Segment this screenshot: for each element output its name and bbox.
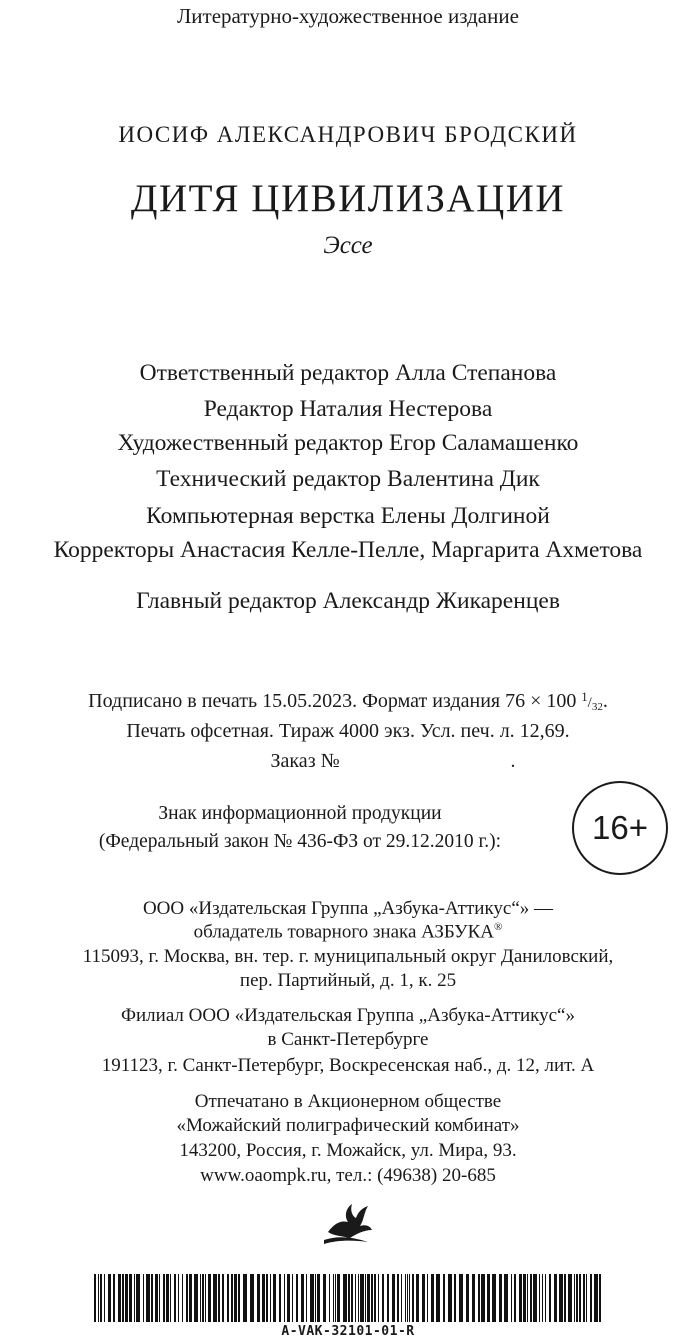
barcode-bar bbox=[189, 1274, 192, 1322]
credit-line: Технический редактор Валентина Дик bbox=[156, 466, 540, 492]
barcode-bar bbox=[333, 1274, 334, 1322]
barcode-bar bbox=[530, 1274, 532, 1322]
barcode-bar bbox=[409, 1274, 410, 1322]
barcode-bar bbox=[478, 1274, 480, 1322]
order-line bbox=[0, 750, 696, 773]
barcode-bar bbox=[472, 1274, 475, 1322]
barcode-bar bbox=[134, 1274, 135, 1322]
barcode-bar bbox=[574, 1274, 575, 1322]
barcode-bar bbox=[166, 1274, 169, 1322]
barcode-bar bbox=[329, 1274, 330, 1322]
barcode-bar bbox=[194, 1274, 198, 1322]
barcode-bar bbox=[315, 1274, 316, 1322]
barcode-bar bbox=[250, 1274, 254, 1322]
barcode-bar bbox=[448, 1274, 452, 1322]
barcode-bar bbox=[401, 1274, 402, 1322]
barcode-bar bbox=[100, 1274, 102, 1322]
printer-address: 143200, Россия, г. Можайск, ул. Мира, 93. bbox=[179, 1140, 517, 1161]
barcode-bar bbox=[238, 1274, 240, 1322]
barcode-bar bbox=[125, 1274, 128, 1322]
barcode-bar bbox=[539, 1274, 540, 1322]
barcode-bar bbox=[279, 1274, 281, 1322]
barcode-bar bbox=[422, 1274, 425, 1322]
barcode-bar bbox=[397, 1274, 399, 1322]
barcode-bar bbox=[499, 1274, 502, 1322]
barcode-bar bbox=[310, 1274, 314, 1322]
barcode-bar bbox=[431, 1274, 434, 1322]
branch-line: в Санкт-Петербурге bbox=[267, 1029, 429, 1050]
publisher-line: ООО «Издательская Группа „Азбука-Аттикус“» — bbox=[142, 898, 554, 919]
barcode-bar bbox=[554, 1274, 557, 1322]
barcode-bar bbox=[586, 1274, 587, 1322]
barcode-bar bbox=[104, 1274, 105, 1322]
barcode-bar bbox=[387, 1274, 389, 1322]
barcode-bar bbox=[234, 1274, 237, 1322]
barcode-bar bbox=[335, 1274, 336, 1322]
credit-line: Редактор Наталия Нестерова bbox=[203, 396, 493, 422]
format-fraction-sep: / bbox=[587, 695, 592, 711]
barcode-bar bbox=[365, 1274, 366, 1322]
barcode-bar bbox=[348, 1274, 350, 1322]
credit-line: Корректоры Анастасия Келле-Пелле, Маргарита Ахметова bbox=[53, 537, 643, 563]
barcode-bar bbox=[143, 1274, 144, 1322]
barcode-bar bbox=[405, 1274, 406, 1322]
barcode-bar bbox=[170, 1274, 171, 1322]
barcode-bar bbox=[273, 1274, 276, 1322]
barcode-bar bbox=[292, 1274, 293, 1322]
format-fraction-num: 1 bbox=[581, 690, 588, 704]
barcode-bar bbox=[583, 1274, 585, 1322]
barcode-bar bbox=[284, 1274, 285, 1322]
credit-line: Главный редактор Александр Жикаренцев bbox=[136, 588, 560, 614]
barcode-bar bbox=[599, 1274, 601, 1322]
barcode-bar bbox=[564, 1274, 566, 1322]
barcode-bar bbox=[159, 1274, 160, 1322]
barcode-bar bbox=[527, 1274, 528, 1322]
barcode-bar bbox=[262, 1274, 265, 1322]
barcode-bar bbox=[549, 1274, 551, 1322]
barcode-bar bbox=[590, 1274, 592, 1322]
credit-line: Художественный редактор Егор Саламашенко bbox=[117, 430, 579, 456]
barcode-bar bbox=[202, 1274, 204, 1322]
barcode-bar bbox=[559, 1274, 563, 1322]
barcode-bar bbox=[231, 1274, 233, 1322]
barcode-bar bbox=[182, 1274, 183, 1322]
barcode-bar bbox=[343, 1274, 347, 1322]
credit-line: Ответственный редактор Алла Степанова bbox=[139, 360, 557, 386]
barcode-bar bbox=[407, 1274, 408, 1322]
book-title: ДИТЯ ЦИВИЛИЗАЦИИ bbox=[130, 177, 566, 220]
barcode-bar bbox=[129, 1274, 132, 1322]
order-end: . bbox=[510, 750, 516, 772]
format-end: . bbox=[602, 690, 608, 712]
barcode-bar bbox=[454, 1274, 456, 1322]
barcode-bar bbox=[392, 1274, 395, 1322]
barcode-bar bbox=[367, 1274, 370, 1322]
barcode-bar bbox=[227, 1274, 229, 1322]
barcode-bar bbox=[427, 1274, 428, 1322]
barcode-bar bbox=[151, 1274, 153, 1322]
barcode-bar bbox=[317, 1274, 320, 1322]
barcode-bar bbox=[163, 1274, 165, 1322]
barcode-bar bbox=[523, 1274, 526, 1322]
barcode-bar bbox=[146, 1274, 150, 1322]
publisher-address: пер. Партийный, д. 1, к. 25 bbox=[239, 970, 457, 991]
barcode-icon bbox=[94, 1274, 602, 1322]
barcode-bar bbox=[545, 1274, 546, 1322]
barcode-bar bbox=[178, 1274, 179, 1322]
barcode-bar bbox=[355, 1274, 356, 1322]
branch-address: 191123, г. Санкт-Петербург, Воскресенская наб., д. 12, лит. А bbox=[101, 1055, 595, 1076]
barcode-bar bbox=[122, 1274, 124, 1322]
publisher-address: 115093, г. Москва, вн. тер. г. муниципальный округ Даниловский, bbox=[82, 946, 614, 967]
barcode-bar bbox=[466, 1274, 469, 1322]
barcode-bar bbox=[222, 1274, 224, 1322]
printing-info: Печать офсетная. Тираж 4000 экз. Усл. печ. л. 12,69. bbox=[126, 720, 570, 742]
barcode-bar bbox=[511, 1274, 512, 1322]
barcode-bar bbox=[174, 1274, 176, 1322]
barcode-bar bbox=[301, 1274, 304, 1322]
barcode-bar bbox=[436, 1274, 440, 1322]
publisher-logo-icon bbox=[322, 1202, 374, 1246]
barcode-bar bbox=[481, 1274, 485, 1322]
age-rating-value: 16+ bbox=[592, 809, 648, 846]
barcode-bar bbox=[243, 1274, 247, 1322]
genre-label: Эссе bbox=[323, 232, 373, 259]
barcode-bar bbox=[306, 1274, 307, 1322]
barcode-bar bbox=[94, 1274, 96, 1322]
barcode-bar bbox=[136, 1274, 140, 1322]
barcode-bar bbox=[296, 1274, 298, 1322]
barcode-bar bbox=[108, 1274, 111, 1322]
barcode-bar bbox=[218, 1274, 220, 1322]
print-signed-text: Подписано в печать 15.05.2023. Формат издания 76 × 100 bbox=[88, 690, 577, 712]
branch-line: Филиал ООО «Издательская Группа „Азбука-Аттикус“» bbox=[121, 1005, 575, 1026]
barcode-bar bbox=[412, 1274, 414, 1322]
format-fraction-den: 32 bbox=[591, 701, 603, 713]
barcode-bar bbox=[378, 1274, 379, 1322]
barcode-bar bbox=[287, 1274, 290, 1322]
age-rating-text-2: (Федеральный закон № 436-ФЗ от 29.12.2010 г.): bbox=[98, 831, 502, 852]
barcode-bar bbox=[98, 1274, 99, 1322]
barcode-bar bbox=[443, 1274, 445, 1322]
age-rating-text-1: Знак информационной продукции bbox=[158, 803, 442, 824]
barcode-bar bbox=[374, 1274, 376, 1322]
registered-mark: ® bbox=[494, 921, 503, 933]
publisher-trademark-text: обладатель товарного знака АЗБУКА bbox=[193, 921, 495, 943]
print-signed-line bbox=[0, 690, 696, 713]
barcode-bar bbox=[514, 1274, 516, 1322]
barcode-bar bbox=[266, 1274, 268, 1322]
barcode-bar bbox=[351, 1274, 353, 1322]
barcode-bar bbox=[208, 1274, 211, 1322]
publisher-line bbox=[0, 921, 696, 943]
barcode-bar bbox=[504, 1274, 508, 1322]
barcode-bar bbox=[200, 1274, 201, 1322]
barcode-bar bbox=[492, 1274, 496, 1322]
series-label: Литературно-художественное издание bbox=[177, 4, 519, 28]
order-label: Заказ № bbox=[270, 750, 340, 772]
barcode-bar bbox=[358, 1274, 359, 1322]
barcode-bar bbox=[459, 1274, 463, 1322]
barcode-bar bbox=[186, 1274, 188, 1322]
barcode-bar bbox=[594, 1274, 598, 1322]
barcode-code: A-VAK-32101-01-R bbox=[281, 1324, 415, 1339]
barcode-bar bbox=[213, 1274, 217, 1322]
barcode-bar bbox=[576, 1274, 578, 1322]
printer-line: «Можайский полиграфический комбинат» bbox=[176, 1115, 520, 1136]
barcode-bar bbox=[579, 1274, 581, 1322]
printer-contacts: www.oaompk.ru, тел.: (49638) 20-685 bbox=[200, 1165, 496, 1186]
barcode-bar bbox=[337, 1274, 340, 1322]
barcode-bar bbox=[270, 1274, 271, 1322]
barcode-bar bbox=[416, 1274, 419, 1322]
printer-line: Отпечатано в Акционерном обществе bbox=[194, 1091, 502, 1112]
format-fraction bbox=[581, 690, 603, 713]
barcode-bar bbox=[542, 1274, 543, 1322]
barcode-bar bbox=[487, 1274, 490, 1322]
barcode-bar bbox=[205, 1274, 206, 1322]
barcode-bar bbox=[323, 1274, 326, 1322]
barcode-bar bbox=[519, 1274, 522, 1322]
barcode-bar bbox=[360, 1274, 364, 1322]
barcode-bar bbox=[533, 1274, 537, 1322]
author-name: ИОСИФ АЛЕКСАНДРОВИЧ БРОДСКИЙ bbox=[118, 122, 578, 147]
barcode-bar bbox=[257, 1274, 260, 1322]
barcode-bar bbox=[371, 1274, 373, 1322]
barcode-bar bbox=[113, 1274, 115, 1322]
barcode-bar bbox=[118, 1274, 121, 1322]
barcode-bar bbox=[568, 1274, 572, 1322]
barcode-bar bbox=[382, 1274, 384, 1322]
age-rating-badge bbox=[572, 781, 668, 875]
barcode-bar bbox=[155, 1274, 158, 1322]
credit-line: Компьютерная верстка Елены Долгиной bbox=[146, 503, 550, 529]
